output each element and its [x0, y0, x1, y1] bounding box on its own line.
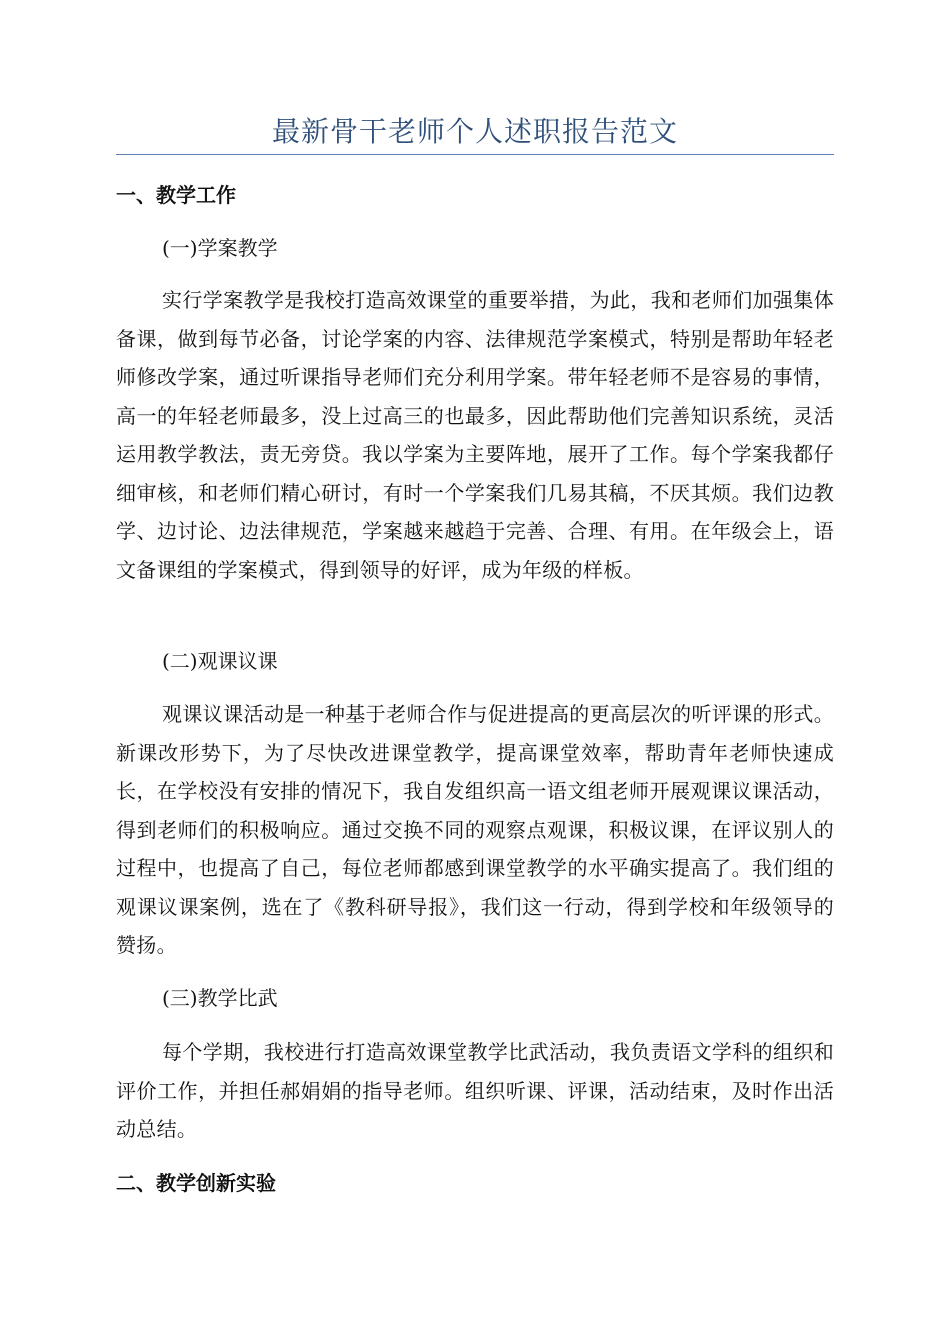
subsection-heading-study-plan: (一)学案教学 — [162, 236, 278, 260]
title-underline — [116, 154, 834, 155]
section-heading-teaching-work: 一、教学工作 — [116, 183, 236, 207]
document-title: 最新骨干老师个人述职报告范文 — [271, 115, 678, 148]
subsection-heading-teaching-contest: (三)教学比武 — [162, 986, 278, 1010]
paragraph-observe-lessons: 观课议课活动是一种基于老师合作与促进提高的更高层次的听评课的形式。新课改形势下，为了尽快改进课堂教学，提高课堂效率，帮助青年老师快速成长，在学校没有安排的情况下，我自发组织高一语文组老师开展观课议课活动，得到老师们的积极响应。通过交换不同的观察点观课，积极议课，在评议别人的过程中，也提高了自己，每位老师都感到课堂教学的水平确实提高了。我们组的观课议课案例，选在了《教科研导报》，我们这一行动，得到学校和年级领导的赞扬。 — [116, 702, 834, 957]
paragraph-study-plan: 实行学案教学是我校打造高效课堂的重要举措，为此，我和老师们加强集体备课，做到每节必备，讨论学案的内容、法律规范学案模式，特别是帮助年轻老师修改学案，通过听课指导老师们充分利用学案。带年轻老师不是容易的事情，高一的年轻老师最多，没上过高三的也最多，因此帮助他们完善知识系统，灵活运用教学教法，责无旁贷。我以学案为主要阵地，展开了工作。每个学案我都仔细审核，和老师们精心研讨，有时一个学案我们几易其稿，不厌其烦。我们边教学、边讨论、边法律规范，学案越来越趋于完善、合理、有用。在年级会上，语文备课组的学案模式，得到领导的好评，成为年级的样板。 — [116, 288, 834, 582]
subsection-heading-observe-lessons: (二)观课议课 — [162, 649, 278, 673]
section-heading-innovation: 二、教学创新实验 — [116, 1171, 276, 1195]
paragraph-teaching-contest: 每个学期，我校进行打造高效课堂教学比武活动，我负责语文学科的组织和评价工作，并担任郝娟娟的指导老师。组织听课、评课，活动结束，及时作出活动总结。 — [116, 1040, 834, 1141]
